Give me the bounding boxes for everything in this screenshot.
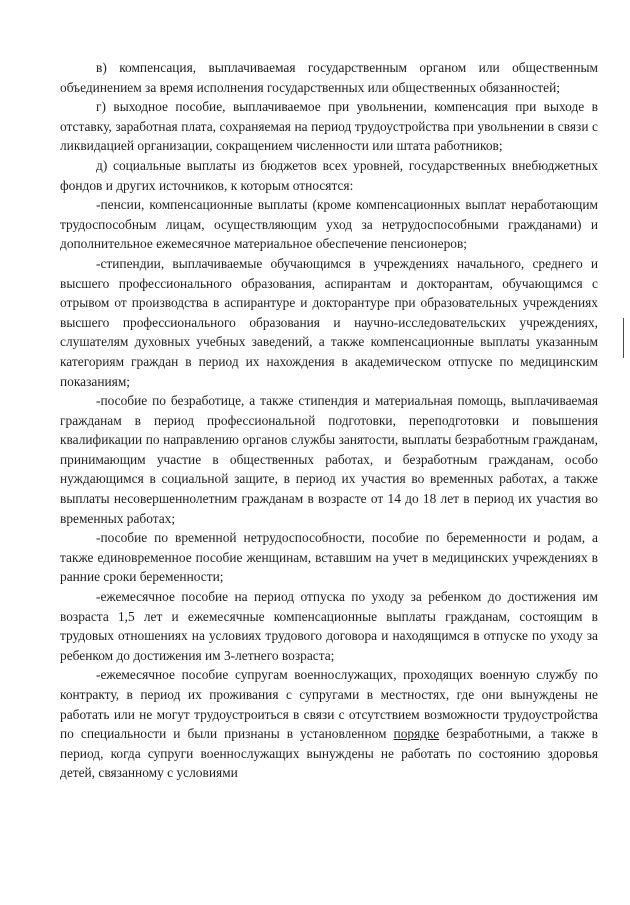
paragraph-childcare: -ежемесячное пособие на период отпуска по уходу за ребенком до достижения им возраста 1,5 лет и ежемесячные компенсационные выплаты гражданам, состоящим в трудовых отношениях на условиях трудового договора и находящимся в отпуске по уходу за ребенком до достижения им 3-летнего возраста; bbox=[60, 589, 598, 663]
paragraph-text-after: безработными, а также в период, когда супруги военнослужащих вынуждены не работать по состоянию здоровья детей, связанному с условиями bbox=[60, 726, 598, 781]
paragraph-unemployment: -пособие по безработице, а также стипендия и материальная помощь, выплачиваемая гражданам в период профессиональной подготовки, переподготовки и повышения квалификации по направлению органов службы занятости, выплаты безработным гражданам, принимающим участие в общественных работах, и безработным гражданам, особо нуждающимся в социальной защите, в период их участия во временных работах, а также выплаты несовершеннолетним гражданам в возрасте от 14 до 18 лет в период их участия во временных работах; bbox=[60, 393, 598, 526]
paragraph-military-spouses bbox=[60, 665, 598, 783]
paragraph-stipends: -стипендии, выплачиваемые обучающимся в учреждениях начального, среднего и высшего профессионального образования, аспирантам и докторантам, обучающимся с отрывом от производства в аспирантуре и докторантуре при образовательных учреждениях высшего профессионального образования и научно-исследовательских учреждениях, слушателям духовных учебных заведений, а также компенсационные выплаты указанным категориям граждан в период их нахождения в академическом отпуске по медицинским показаниям; bbox=[60, 255, 598, 389]
paragraph-v: в) компенсация, выплачиваемая государственным органом или общественным объединением за время исполнения государственных или общественных обязанностей; bbox=[60, 60, 598, 95]
paragraph-g: г) выходное пособие, выплачиваемое при увольнении, компенсация при выходе в отставку, заработная плата, сохраняемая на период трудоустройства при увольнении в связи с ликвидацией организации, сокращением численности или штата работников; bbox=[60, 99, 598, 154]
margin-line bbox=[623, 318, 624, 358]
underlined-term: порядке bbox=[393, 726, 440, 742]
paragraph-d: д) социальные выплаты из бюджетов всех уровней, государственных внебюджетных фондов и других источников, к которым относятся: bbox=[60, 157, 598, 193]
paragraph-text-before: -ежемесячное пособие супругам военнослужащих, проходящих военную службу по контракту, в период их проживания с супругами в местностях, где они вынуждены не работать или не могут трудоустроиться в связи с отсутствием возможности трудоустройства по специальности и были признаны в установленном bbox=[60, 667, 598, 742]
document-body bbox=[60, 58, 598, 783]
paragraph-pensions: -пенсии, компенсационные выплаты (кроме компенсационных выплат неработающим трудоспособным лицам, осуществляющим уход за нетрудоспособными гражданами) и дополнительное ежемесячное материальное обеспечение пенсионеров; bbox=[60, 197, 598, 252]
paragraph-disability: -пособие по временной нетрудоспособности, пособие по беременности и родам, а также единовременное пособие женщинам, вставшим на учет в медицинских учреждениях в ранние сроки беременности; bbox=[60, 530, 598, 585]
